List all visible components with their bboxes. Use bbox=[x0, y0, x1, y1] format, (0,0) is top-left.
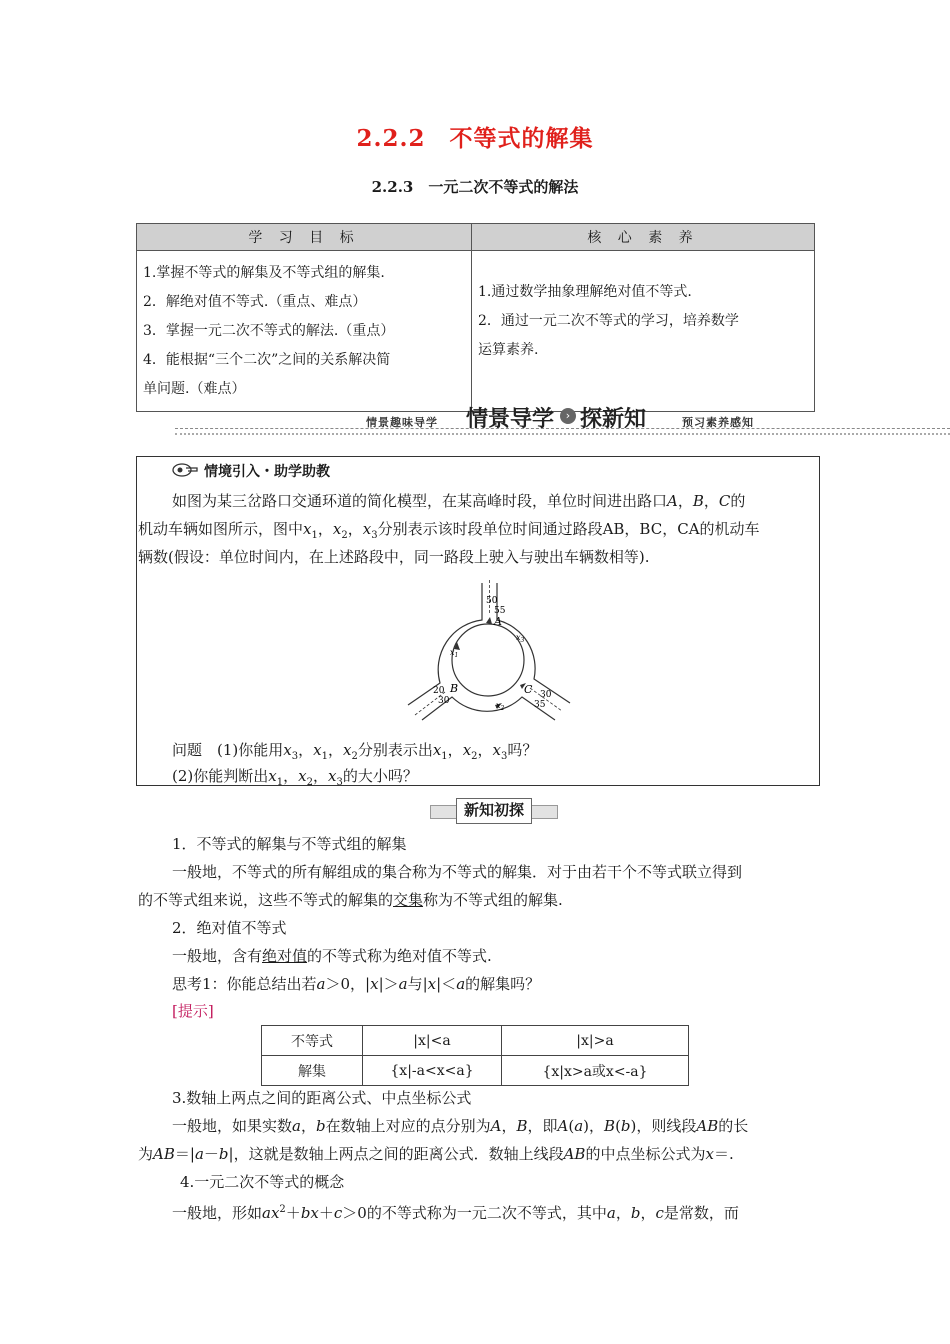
objective-item: 3．掌握一元二次不等式的解法.（重点） bbox=[143, 322, 395, 339]
junction-b-label: B bbox=[450, 682, 459, 695]
abs-inequality-table bbox=[261, 1025, 689, 1086]
text-run: 的中点坐标公式为 bbox=[585, 1145, 706, 1163]
question-2: (2)你能判断出$x_1$，$x_2$，$x_3$的大小吗？ bbox=[172, 767, 418, 788]
section-2-title: 2．绝对值不等式 bbox=[172, 919, 287, 937]
text-run: ，这就是数轴上两点之间的距离公式．数轴上线段 bbox=[233, 1145, 564, 1163]
core-literacy-list bbox=[472, 251, 815, 412]
x1-label: $x_1$ bbox=[450, 648, 459, 659]
objectives-header: 学 习 目 标 bbox=[137, 224, 472, 251]
text-run: ，即 bbox=[527, 1117, 558, 1135]
new-knowledge-label bbox=[430, 798, 556, 822]
text-run: 的大小吗？ bbox=[342, 767, 418, 785]
section-banner bbox=[170, 398, 950, 438]
objective-item: 4．能根据“三个二次”之间的关系解决简 bbox=[143, 351, 391, 368]
text-run: 问题 (1)你能用 bbox=[172, 741, 284, 759]
x3-label: $x_3$ bbox=[516, 633, 525, 644]
hand-pointer-icon bbox=[172, 462, 198, 478]
table-cell: |x|<a bbox=[363, 1026, 502, 1056]
banner-title-b: 探新知 bbox=[580, 406, 647, 432]
text-run: 吗？ bbox=[507, 741, 538, 759]
text-run: 一般地，含有 bbox=[172, 947, 263, 965]
objective-item: 1.掌握不等式的解集及不等式组的解集. bbox=[143, 264, 385, 281]
question-1: 问题 (1)你能用$x_3$，$x_1$，$x_2$分别表示出$x_1$，$x_2$，$x_3$吗？ bbox=[172, 741, 538, 762]
x2-label: $x_2$ bbox=[496, 701, 505, 712]
hint-label: [提示] bbox=[172, 1002, 214, 1020]
section-3-para-2: 为AB＝|a－b|，这就是数轴上两点之间的距离公式．数轴上线段AB的中点坐标公式为x＝. bbox=[138, 1145, 734, 1163]
table-cell: 不等式 bbox=[262, 1026, 363, 1056]
scenario-heading: 情境引入・助学助教 bbox=[204, 464, 330, 480]
literacy-item: 运算素养. bbox=[478, 341, 539, 358]
banner-left-text: 情景趣味导学 bbox=[366, 416, 438, 429]
section-1-para-1: 一般地，不等式的所有解组成的集合称为不等式的解集．对于由若干个不等式联立得到 bbox=[172, 863, 743, 881]
banner-right-text: 预习素养感知 bbox=[682, 416, 754, 429]
flow-label-50: 50 bbox=[486, 596, 498, 606]
text-run: 分别表示出 bbox=[357, 741, 433, 759]
section-1-para-2 bbox=[138, 886, 563, 914]
text-run: 一般地，如果实数 bbox=[172, 1117, 293, 1135]
text-run: 的不等式称为一元二次不等式，其中 bbox=[366, 1204, 607, 1222]
think-1: 思考1：你能总结出若a＞0，|x|＞a与|x|＜a的解集吗？ bbox=[172, 975, 541, 993]
underlined-term: 交集 bbox=[393, 891, 424, 909]
section-1-title: 1．不等式的解集与不等式组的解集 bbox=[172, 835, 407, 853]
label-text: 新知初探 bbox=[456, 798, 532, 824]
text-run: 一般地，形如 bbox=[172, 1204, 263, 1222]
scenario-line-3: 辆数(假设：单位时间内，在上述路段中，同一路段上驶入与驶出车辆数相等). bbox=[138, 548, 650, 566]
text-run: 在数轴上对应的点分别为 bbox=[325, 1117, 491, 1135]
text-run: 的解集吗？ bbox=[465, 975, 541, 993]
text-run: 是常数，而 bbox=[663, 1204, 739, 1222]
text-run: 思考1：你能总结出若 bbox=[172, 975, 317, 993]
text-run: ， bbox=[677, 492, 693, 510]
text-run: 的不等式组来说，这些不等式的解集的 bbox=[138, 891, 394, 909]
core-literacy-header: 核 心 素 养 bbox=[472, 224, 815, 251]
banner-divider-dotted bbox=[175, 433, 950, 435]
text-run: ，则线段 bbox=[636, 1117, 697, 1135]
flow-label-20: 20 bbox=[433, 686, 445, 696]
section-3-para-1: 一般地，如果实数a，b在数轴上对应的点分别为A，B，即A(a)，B(b)，则线段AB的长 bbox=[172, 1117, 749, 1135]
text-run: (2)你能判断出 bbox=[172, 767, 269, 785]
table-cell: 解集 bbox=[262, 1056, 363, 1086]
objectives-table bbox=[136, 223, 815, 412]
chevron-right-icon: › bbox=[560, 408, 576, 424]
banner-title-a: 情景导学 bbox=[466, 406, 555, 432]
text-run: 的长 bbox=[718, 1117, 749, 1135]
table-cell: {x|-a<x<a} bbox=[363, 1056, 502, 1086]
text-run: 机动车辆如图所示，图中 bbox=[138, 520, 304, 538]
text-run: ＝. bbox=[713, 1145, 734, 1163]
table-cell: {x|x>a或x<-a} bbox=[502, 1056, 689, 1086]
flow-label-55: 55 bbox=[494, 606, 506, 616]
page-subtitle: 2.2.3 一元二次不等式的解法 bbox=[371, 178, 579, 196]
scenario-line-2: 机动车辆如图所示，图中$x_1$，$x_2$，$x_3$分别表示该时段单位时间通过路段AB，BC，CA的机动车 bbox=[138, 520, 760, 541]
flow-label-30-right: 30 bbox=[540, 690, 552, 700]
text-run: 的不等式称为绝对值不等式. bbox=[307, 947, 492, 965]
scenario-line-1: 如图为某三岔路口交通环道的简化模型，在某高峰时段，单位时间进出路口A，B，C的 bbox=[172, 492, 746, 510]
page-title: 2.2.2 不等式的解集 bbox=[356, 125, 594, 152]
section-3-title: 3.数轴上两点之间的距离公式、中点坐标公式 bbox=[172, 1089, 472, 1107]
banner-divider bbox=[175, 428, 950, 429]
text-run: 的 bbox=[730, 492, 746, 510]
section-4-title: 4.一元二次不等式的概念 bbox=[180, 1173, 345, 1191]
section-4-para-1: 一般地，形如$ax^2+bx+c>0$的不等式称为一元二次不等式，其中a，b，c是常数，而 bbox=[172, 1204, 739, 1222]
literacy-item: 1.通过数学抽象理解绝对值不等式. bbox=[478, 283, 692, 300]
table-cell: |x|>a bbox=[502, 1026, 689, 1056]
literacy-item: 2．通过一元二次不等式的学习，培养数学 bbox=[478, 312, 739, 329]
text-run: 如图为某三岔路口交通环道的简化模型，在某高峰时段，单位时间进出路口 bbox=[172, 492, 668, 510]
text-run: 分别表示该时段单位时间通过路段AB，BC，CA的机动车 bbox=[377, 520, 760, 538]
objectives-list bbox=[137, 251, 472, 412]
text-run: ， bbox=[703, 492, 719, 510]
roundabout-diagram bbox=[400, 575, 580, 735]
text-run: 为 bbox=[138, 1145, 154, 1163]
junction-c-label: C bbox=[524, 683, 533, 696]
flow-label-30-left: 30 bbox=[438, 696, 450, 706]
objective-item: 2．解绝对值不等式.（重点、难点） bbox=[143, 293, 367, 310]
text-run: 称为不等式组的解集. bbox=[423, 891, 563, 909]
underlined-term: 绝对值 bbox=[262, 947, 308, 965]
flow-label-35: 35 bbox=[534, 700, 546, 710]
section-2-para-1 bbox=[172, 942, 492, 970]
objective-item: 单问题.（难点） bbox=[143, 380, 246, 397]
junction-a-label: A bbox=[494, 615, 502, 628]
